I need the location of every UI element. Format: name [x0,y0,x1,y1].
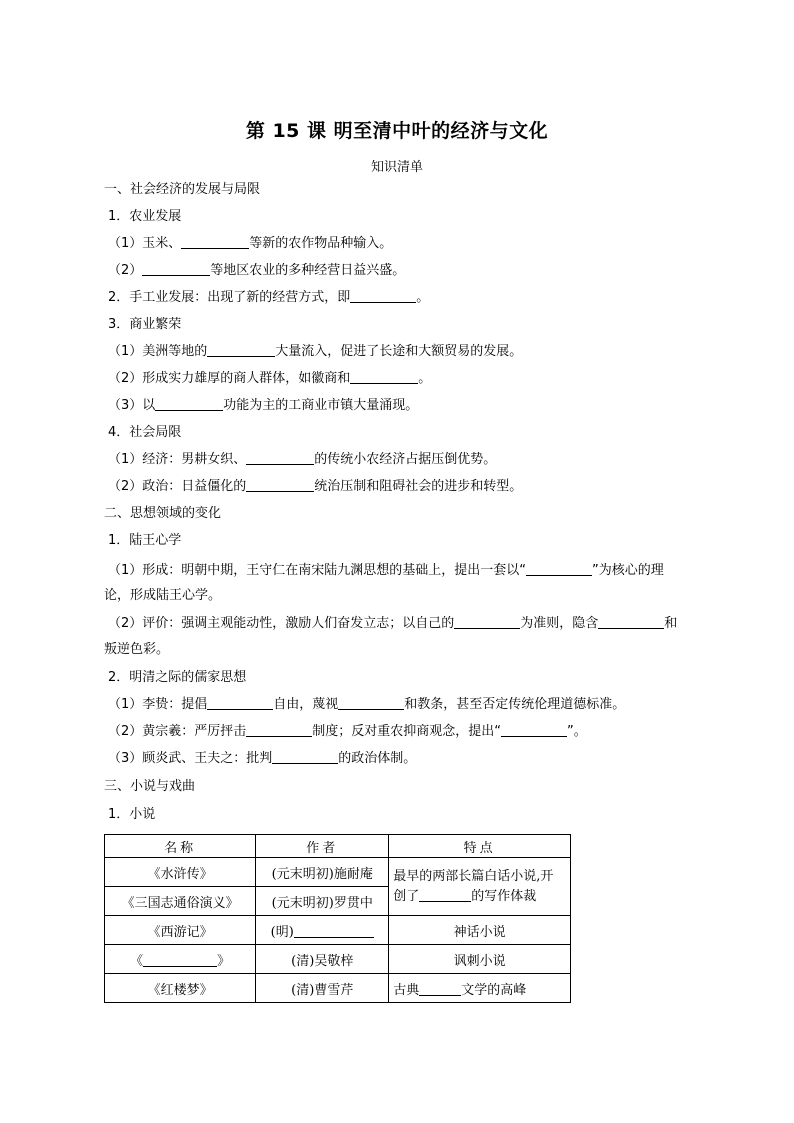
fill-blank[interactable] [338,696,404,710]
fill-blank[interactable] [155,397,223,411]
item-xinxue-2 [108,615,677,633]
text: 统治压制和阻碍社会的进步和转型。 [314,479,523,494]
text: （2）形成实力雄厚的商人群体，如徽商和 [108,371,351,386]
cell-author [256,916,389,945]
novels-table [104,834,571,1003]
fill-blank[interactable] [598,615,664,629]
text: （1）形成：明朝中期，王守仁在南宋陆九渊思想的基础上，提出一套以“ [108,563,527,578]
text: （2）黄宗羲：严厉抨击 [108,724,247,739]
text: ”。 [567,724,587,739]
page-subtitle: 知识清单 [370,160,423,175]
cell-feature-merged [389,858,571,916]
cell-name [105,945,256,974]
cell-name: 《水浒传》 [105,858,256,887]
fill-blank[interactable] [207,343,275,357]
text: （1）玉米、 [108,236,182,251]
item-commerce-title: 3．商业繁荣 [108,317,182,332]
text: 功能为主的工商业市镇大量涌现。 [223,398,419,413]
cell-feature: 神话小说 [389,916,571,945]
fill-blank[interactable] [246,723,312,737]
item-confucian-2 [108,723,587,741]
fill-blank[interactable] [246,451,314,465]
text: 2．手工业发展：出现了新的经营方式，即 [108,290,351,305]
fill-blank[interactable] [350,370,418,384]
text: 的政治体制。 [338,751,417,766]
text: （1）经济：男耕女织、 [108,452,247,467]
table-row [105,974,571,1003]
item-xinxue-title: 1．陆王心学 [108,533,182,548]
text: 等地区农业的多种经营日益兴盛。 [210,263,406,278]
text: （1）美洲等地的 [108,344,208,359]
text: （2）政治：日益僵化的 [108,479,247,494]
item-xinxue-2-cont: 叛逆色彩。 [104,642,170,657]
fill-blank[interactable] [143,953,217,967]
fill-blank[interactable] [419,888,471,902]
item-agriculture-1 [108,235,392,253]
cell-feature [389,974,571,1003]
text: （2）评价：强调主观能动性，激励人们奋发立志；以自己的 [108,616,455,631]
cell-name: 《西游记》 [105,916,256,945]
fill-blank[interactable] [246,478,314,492]
fill-blank[interactable] [501,723,567,737]
item-limits-title: 4．社会局限 [108,425,182,440]
column-header-feature: 特点 [389,835,571,858]
fill-blank[interactable] [526,562,592,576]
text: 自由，蔑视 [273,697,339,712]
item-confucian-1 [108,696,625,714]
item-confucian-title: 2．明清之际的儒家思想 [108,670,247,685]
item-xinxue-1 [108,562,664,580]
column-header-author: 作者 [256,835,389,858]
text: （1）李贽：提倡 [108,697,208,712]
table-header-row [105,835,571,858]
table-row [105,916,571,945]
fill-blank[interactable] [181,235,249,249]
section-heading-thought: 二、思想领域的变化 [104,506,222,521]
fill-blank[interactable] [142,262,210,276]
text: 为准则，隐含 [520,616,599,631]
item-commerce-1 [108,343,522,361]
text: 和 [664,616,678,631]
table-row [105,945,571,974]
cell-author: (清)曹雪芹 [256,974,389,1003]
item-limits-2 [108,478,522,496]
fill-blank[interactable] [272,750,338,764]
fill-blank[interactable] [350,289,416,303]
item-agriculture-2 [108,262,405,280]
fill-blank[interactable] [294,924,374,938]
text: 的传统小农经济占据压倒优势。 [314,452,497,467]
item-agriculture-title: 1．农业发展 [108,209,182,224]
fill-blank[interactable] [207,696,273,710]
item-commerce-2 [108,370,431,388]
fill-blank[interactable] [419,982,461,996]
item-commerce-3 [108,397,418,415]
item-novels-title: 1．小说 [108,807,156,822]
cell-name: 《红楼梦》 [105,974,256,1003]
text: ”为核心的理 [592,563,664,578]
text: 《 [130,953,144,969]
column-header-name: 名称 [105,835,256,858]
text: 制度；反对重农抑商观念，提出“ [312,724,502,739]
text: 。 [418,371,432,386]
cell-author: (元末明初)罗贯中 [256,887,389,916]
section-heading-economy: 一、社会经济的发展与局限 [104,182,261,197]
text: （2） [108,263,143,278]
section-heading-fiction: 三、小说与戏曲 [104,779,196,794]
text: 文学的高峰 [461,982,527,998]
text: （3）以 [108,398,156,413]
text: 古典 [393,982,420,998]
item-confucian-3 [108,750,416,768]
text: 和教条，甚至否定传统伦理道德标准。 [404,697,626,712]
cell-author: (清)吴敬梓 [256,945,389,974]
item-xinxue-1-cont: 论，形成陆王心学。 [104,588,222,603]
cell-author: (元末明初)施耐庵 [256,858,389,887]
text: (明) [270,924,294,940]
text: 大量流入，促进了长途和大额贸易的发展。 [275,344,523,359]
text: 。 [416,290,430,305]
fill-blank[interactable] [454,615,520,629]
text: 等新的农作物品种输入。 [249,236,393,251]
cell-name: 《三国志通俗演义》 [105,887,256,916]
cell-feature: 讽刺小说 [389,945,571,974]
item-limits-1 [108,451,496,469]
text: （3）顾炎武、王夫之：批判 [108,751,273,766]
page-title: 第 15 课 明至清中叶的经济与文化 [245,120,549,142]
text: 》 [217,953,231,969]
text: 的写作体裁 [471,888,537,904]
text: 最早的两部长篇白话小说,开创了 [393,868,554,904]
item-handicraft [108,289,429,307]
table-row [105,858,571,887]
